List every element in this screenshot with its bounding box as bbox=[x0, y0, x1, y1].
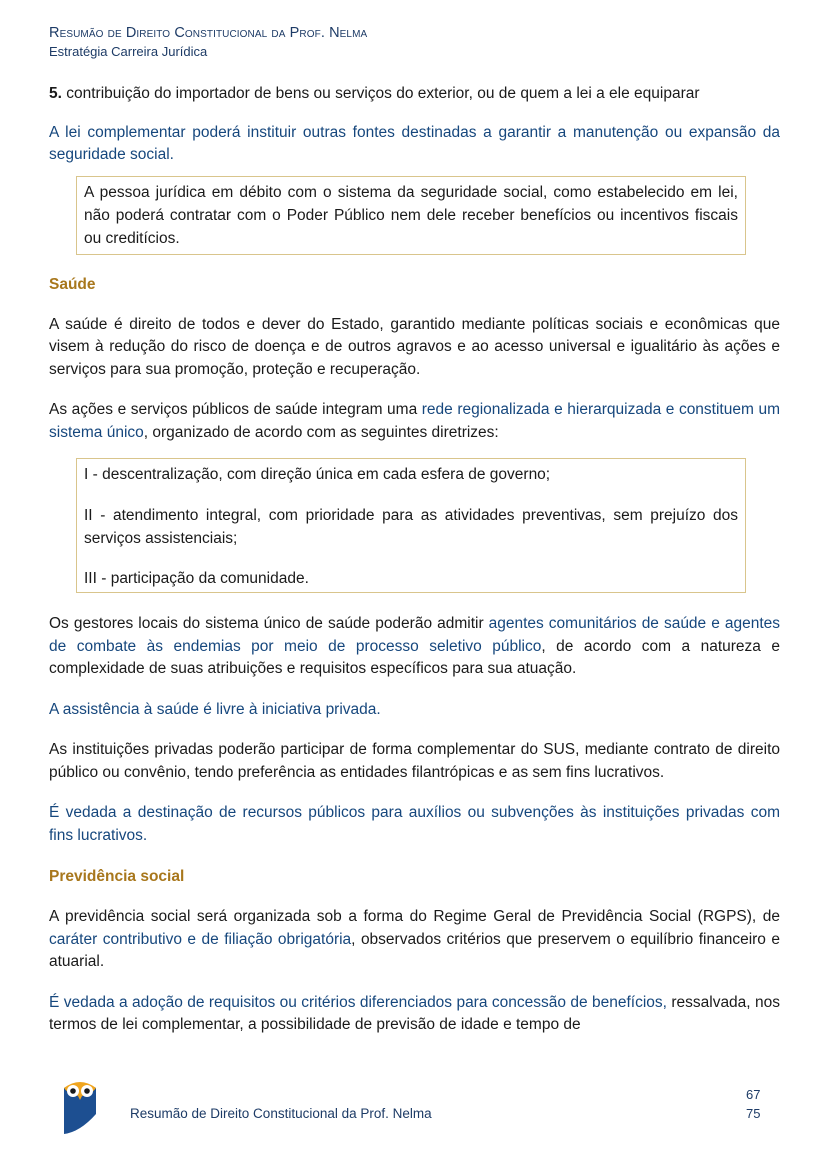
previdencia-end: , observados critérios que preservem o equilíbrio financeiro e atuarial. bbox=[49, 930, 780, 970]
instituicoes-paragraph: As instituições privadas poderão participar de forma complementar do SUS, mediante contrato de direito público ou convênio, tendo preferência as entidades filantrópicas e as sem fins lucrativos. bbox=[49, 741, 780, 781]
heading-previdencia: Previdência social bbox=[49, 868, 185, 885]
page-number bbox=[746, 1085, 760, 1123]
diretriz-1: I - descentralização, com direção única em cada esfera de governo; bbox=[84, 466, 551, 483]
previdencia-paragraph bbox=[49, 906, 780, 974]
current-page: 67 bbox=[746, 1087, 761, 1102]
page-content bbox=[49, 83, 780, 1037]
item-5 bbox=[49, 83, 780, 106]
previdencia-highlight: caráter contributivo e de filiação obrigatória bbox=[49, 930, 352, 948]
header-title: Resumão de Direito Constitucional da Prof. Nelma bbox=[49, 25, 368, 41]
item-5-number: 5. bbox=[49, 85, 62, 102]
box-pessoa-juridica bbox=[76, 176, 746, 255]
saude-paragraph-2 bbox=[49, 399, 780, 444]
previdencia-start: A previdência social será organizada sob a forma do Regime Geral de Previdência Social (RGPS), de bbox=[49, 908, 780, 925]
vedada-adocao-end: ressalvada, nos termos de lei complementar, a possibilidade de previsão de idade e tempo de bbox=[49, 993, 780, 1033]
box-diretrizes bbox=[76, 458, 746, 593]
saude-p2-start: As ações e serviços públicos de saúde integram uma bbox=[49, 401, 422, 418]
gestores-paragraph bbox=[49, 613, 780, 681]
diretriz-3: III - participação da comunidade. bbox=[84, 570, 309, 587]
vedada-recursos-paragraph: É vedada a destinação de recursos públicos para auxílios ou subvenções às instituições privadas com fins lucrativos. bbox=[49, 804, 780, 844]
gestores-end: , de acordo com a natureza e complexidade de suas atribuições e requisitos específicos para sua atuação. bbox=[49, 637, 780, 677]
gestores-highlight: agentes comunitários de saúde e agentes de combate às endemias por meio de processo seletivo público bbox=[49, 615, 780, 655]
saude-p2-highlight: rede regionalizada e hierarquizada e constituem um sistema único bbox=[49, 401, 780, 441]
vedada-adocao-highlight: É vedada a adoção de requisitos ou critérios diferenciados para concessão de benefícios, bbox=[49, 993, 667, 1011]
total-pages: 75 bbox=[746, 1106, 761, 1121]
item-5-text: contribuição do importador de bens ou serviços do exterior, ou de quem a lei a ele equiparar bbox=[61, 85, 700, 102]
saude-paragraph-1: A saúde é direito de todos e dever do Estado, garantido mediante políticas sociais e econômicas que visem à redução do risco de doença e de outros agravos e ao acesso universal e igualitário às ações e serviços para sua promoção, proteção e recuperação. bbox=[49, 315, 780, 378]
box-pessoa-juridica-text: A pessoa jurídica em débito com o sistema da seguridade social, como estabelecido em lei, não poderá contratar com o Poder Público nem dele receber benefícios ou incentivos fiscais ou creditícios. bbox=[84, 183, 738, 247]
header-subtitle: Estratégia Carreira Jurídica bbox=[49, 44, 208, 59]
diretriz-2: II - atendimento integral, com prioridade para as atividades preventivas, sem prejuízo dos serviços assistenciais; bbox=[84, 507, 738, 547]
gestores-start: Os gestores locais do sistema único de saúde poderão admitir bbox=[49, 615, 489, 632]
owl-logo-icon bbox=[60, 1076, 100, 1134]
page-header bbox=[49, 24, 367, 61]
heading-saude: Saúde bbox=[49, 275, 96, 293]
assistencia-paragraph: A assistência à saúde é livre à iniciativa privada. bbox=[49, 700, 381, 718]
vedada-adocao-paragraph bbox=[49, 992, 780, 1037]
saude-p2-end: , organizado de acordo com as seguintes diretrizes: bbox=[143, 423, 499, 441]
footer-title: Resumão de Direito Constitucional da Prof. Nelma bbox=[130, 1106, 432, 1121]
lei-complementar-paragraph: A lei complementar poderá instituir outras fontes destinadas a garantir a manutenção ou expansão da seguridade social. bbox=[49, 123, 780, 163]
